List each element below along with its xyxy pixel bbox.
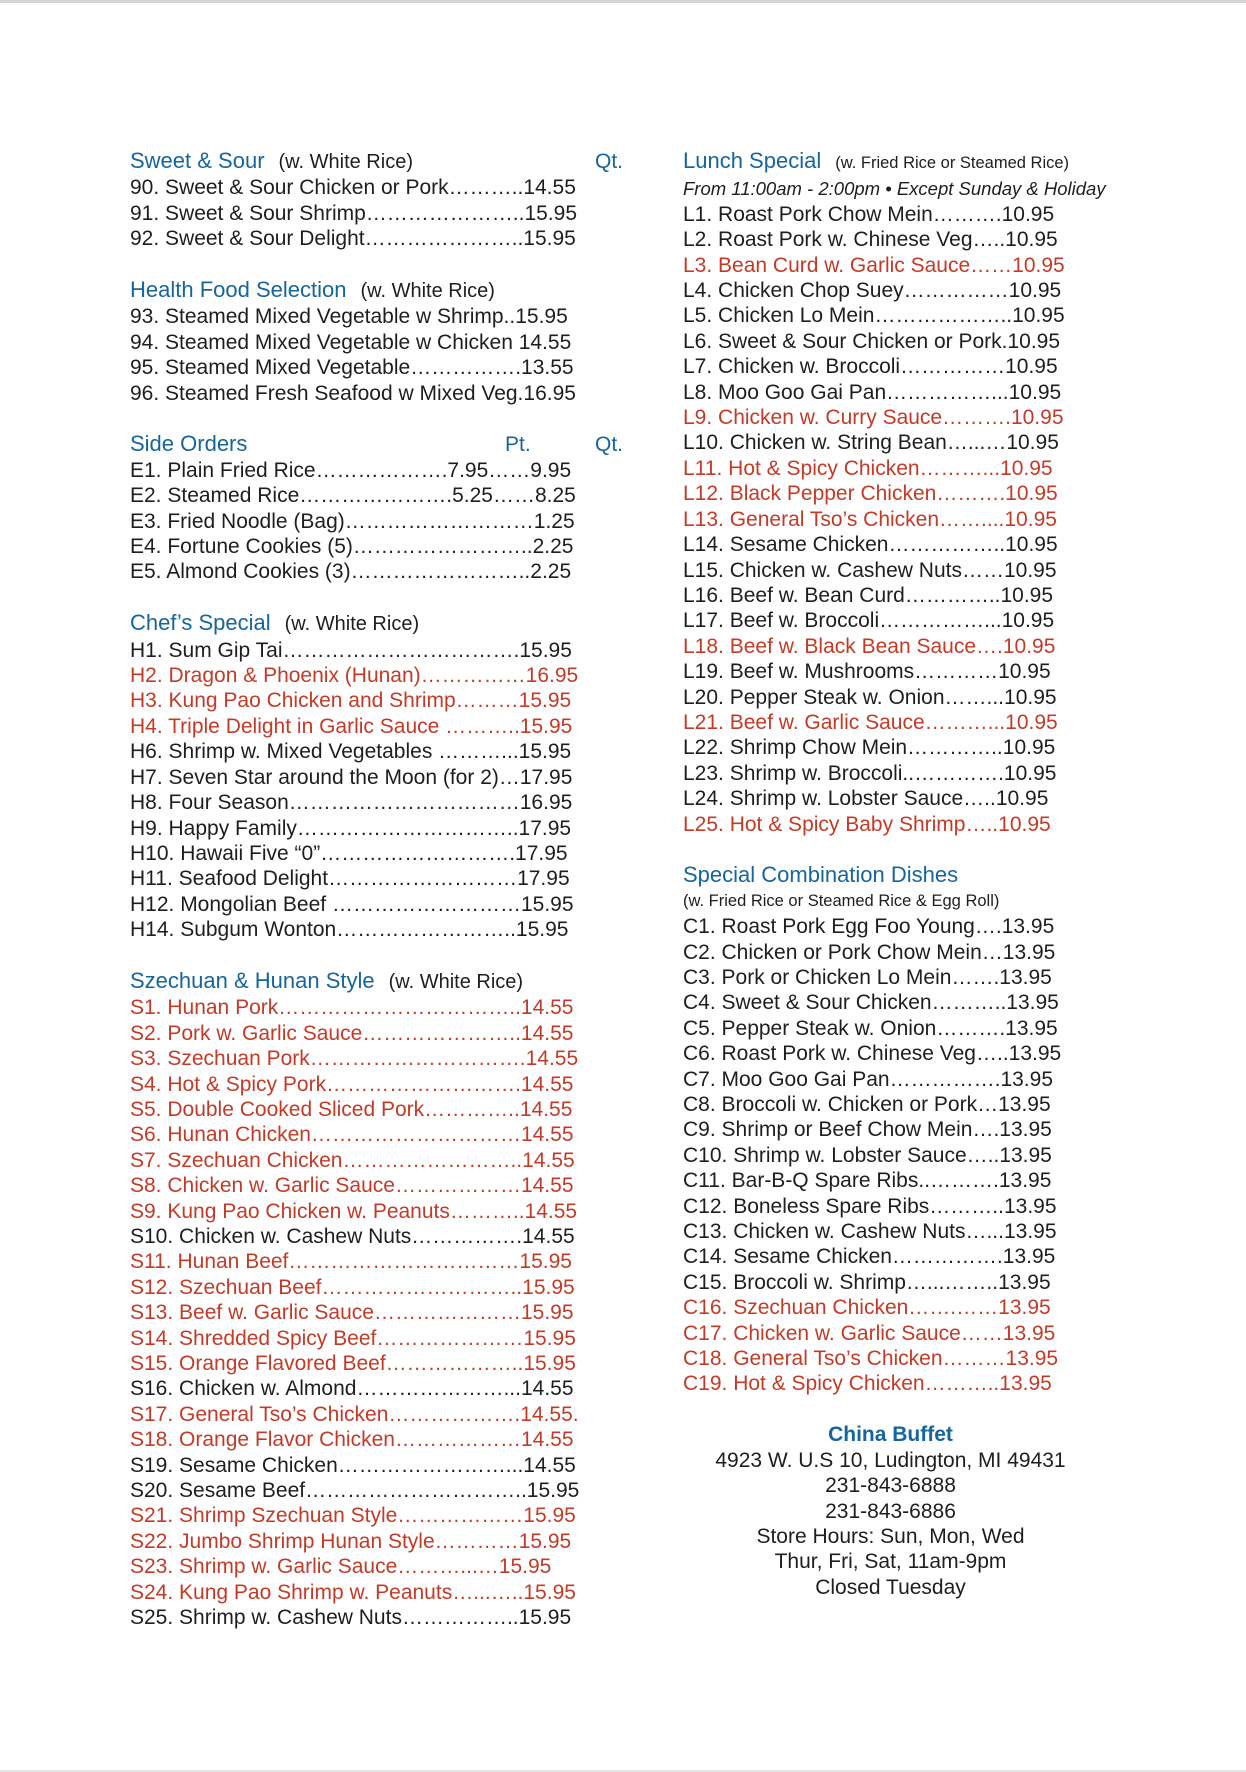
menu-item: 95. Steamed Mixed Vegetable…………….13.55	[130, 356, 574, 380]
menu-item: H11. Seafood Delight………………………17.95	[130, 867, 570, 891]
menu-item: C12. Boneless Spare Ribs………..13.95	[683, 1194, 1057, 1218]
menu-item: 91. Sweet & Sour Shrimp…………………..15.95	[130, 201, 577, 225]
menu-item: 90. Sweet & Sour Chicken or Pork………..14.55	[130, 176, 576, 200]
menu-item: L22. Shrimp Chow Mein…………..10.95	[683, 736, 1056, 760]
section-title: Lunch Special	[683, 148, 822, 173]
restaurant-info-line: Closed Tuesday	[815, 1575, 966, 1599]
left-column	[130, 148, 635, 1631]
menu-item: E3. Fried Noodle (Bag)………………………1.25	[130, 509, 575, 533]
menu-item: C8. Broccoli w. Chicken or Pork…13.95	[683, 1093, 1051, 1117]
menu-item: L18. Beef w. Black Bean Sauce….10.95	[683, 634, 1056, 658]
menu-item: H12. Mongolian Beef ………………………15.95	[130, 892, 574, 916]
menu-item: H10. Hawaii Five “0”……………………….17.95	[130, 841, 568, 865]
qt-column-label: Qt.	[595, 150, 624, 173]
menu-section	[130, 148, 635, 252]
restaurant-info-line: 231-843-6886	[825, 1499, 956, 1523]
menu-item: C18. General Tso’s Chicken………13.95	[683, 1347, 1059, 1371]
section-title: Chef’s Special	[130, 610, 271, 636]
menu-item: S21. Shrimp Szechuan Style………………15.95	[130, 1504, 576, 1528]
menu-item: C1. Roast Pork Egg Foo Young….13.95	[683, 915, 1055, 939]
menu-item: L16. Beef w. Bean Curd…………..10.95	[683, 583, 1054, 607]
restaurant-info-line: 4923 W. U.S 10, Ludington, MI 49431	[715, 1448, 1066, 1472]
section-header	[130, 610, 635, 637]
section-title: Szechuan & Hunan Style	[130, 967, 375, 993]
menu-item: L10. Chicken w. String Bean…...…10.95	[683, 431, 1059, 455]
menu-item: S11. Hunan Beef……………………………15.95	[130, 1250, 572, 1274]
menu-item: S13. Beef w. Garlic Sauce…………………15.95	[130, 1301, 574, 1325]
menu-section	[130, 431, 635, 584]
menu-item: C13. Chicken w. Cashew Nuts…...13.95	[683, 1220, 1057, 1244]
section-subtitle: From 11:00am - 2:00pm • Except Sunday & Holiday	[683, 178, 1106, 200]
menu-item: E2. Steamed Rice………………….5.25……8.25	[130, 484, 576, 508]
menu-item: L12. Black Pepper Chicken……….10.95	[683, 482, 1058, 506]
menu-item: C17. Chicken w. Garlic Sauce……13.95	[683, 1321, 1056, 1345]
menu-item: S20. Sesame Beef…………………………..15.95	[130, 1479, 580, 1503]
menu-section	[130, 968, 635, 1631]
menu-item: S4. Hot & Spicy Pork……………………….14.55	[130, 1072, 574, 1096]
restaurant-info-line: Store Hours: Sun, Mon, Wed	[756, 1524, 1025, 1548]
menu-item: H9. Happy Family…………………………..17.95	[130, 816, 572, 840]
menu-item: C16. Szechuan Chicken…….……13.95	[683, 1296, 1051, 1320]
menu-item: H14. Subgum Wonton……………………..15.95	[130, 918, 569, 942]
section-title: Sweet & Sour	[130, 148, 265, 173]
menu-item: C19. Hot & Spicy Chicken………..13.95	[683, 1372, 1052, 1396]
menu-section	[683, 148, 1106, 837]
menu-item: S1. Hunan Pork……………………………..14.55	[130, 996, 574, 1020]
menu-item: L6. Sweet & Sour Chicken or Pork.10.95	[683, 329, 1061, 353]
menu-section	[130, 610, 635, 942]
menu-item: S18. Orange Flavor Chicken………………14.55	[130, 1428, 574, 1452]
section-header	[130, 431, 635, 457]
restaurant-info	[683, 1422, 1098, 1600]
menu-item: C7. Moo Goo Gai Pan…………….13.95	[683, 1067, 1053, 1091]
section-note: (w. White Rice)	[360, 280, 495, 303]
menu-item: C14. Sesame Chicken…………….13.95	[683, 1245, 1056, 1269]
menu-item: H6. Shrimp w. Mixed Vegetables ………...15.95	[130, 740, 572, 764]
menu-item: S3. Szechuan Pork………………………….14.55	[130, 1047, 579, 1071]
menu-item: L13. General Tso’s Chicken……....10.95	[683, 507, 1057, 531]
menu-item: C10. Shrimp w. Lobster Sauce…..13.95	[683, 1143, 1052, 1167]
menu-section	[130, 277, 635, 406]
menu-item: 93. Steamed Mixed Vegetable w Shrimp..15.95	[130, 305, 568, 329]
menu-item: C15. Broccoli w. Shrimp…...……..13.95	[683, 1270, 1051, 1294]
qt-column-label: Qt.	[595, 433, 624, 457]
menu-item: L5. Chicken Lo Mein………………..10.95	[683, 304, 1065, 328]
menu-item: L9. Chicken w. Curry Sauce……….10.95	[683, 406, 1064, 430]
menu-item: S7. Szechuan Chicken……………………..14.55	[130, 1148, 575, 1172]
menu-item: S15. Orange Flavored Beef………………..15.95	[130, 1352, 576, 1376]
section-header	[683, 148, 1098, 176]
menu-item: L11. Hot & Spicy Chicken………...10.95	[683, 456, 1053, 480]
menu-item: S22. Jumbo Shrimp Hunan Style…………15.95	[130, 1529, 572, 1553]
menu-item: H2. Dragon & Phoenix (Hunan)……………16.95	[130, 664, 579, 688]
section-subtitle: (w. Fried Rice or Steamed Rice & Egg Roll)	[683, 891, 1000, 910]
restaurant-info-line: Thur, Fri, Sat, 11am-9pm	[774, 1550, 1007, 1574]
menu-item: L4. Chicken Chop Suey……………10.95	[683, 279, 1062, 303]
pt-column-label: Pt.	[505, 433, 531, 457]
menu-item: E5. Almond Cookies (3)……………………..2.25	[130, 560, 572, 584]
menu-item: S23. Shrimp w. Garlic Sauce………...…15.95	[130, 1555, 552, 1579]
menu-item: S8. Chicken w. Garlic Sauce………………14.55	[130, 1174, 574, 1198]
menu-item: C2. Chicken or Pork Chow Mein…13.95	[683, 940, 1056, 964]
menu-item: E4. Fortune Cookies (5)……………………..2.25	[130, 535, 574, 559]
section-header	[130, 277, 635, 304]
right-column	[683, 148, 1106, 1600]
menu-item: S16. Chicken w. Almond…………………...14.55	[130, 1377, 574, 1401]
section-note: (w. White Rice)	[278, 151, 413, 173]
section-header	[130, 968, 635, 995]
menu-item: L24. Shrimp w. Lobster Sauce…..10.95	[683, 787, 1049, 811]
menu-item: S17. General Tso’s Chicken……………….14.55.	[130, 1402, 579, 1426]
menu-item: S9. Kung Pao Chicken w. Peanuts………..14.55	[130, 1199, 578, 1223]
menu-item: C11. Bar-B-Q Spare Ribs..……….13.95	[683, 1169, 1052, 1193]
menu-item: H3. Kung Pao Chicken and Shrimp………15.95	[130, 689, 572, 713]
menu-item: S10. Chicken w. Cashew Nuts…………….14.55	[130, 1225, 575, 1248]
menu-item: L15. Chicken w. Cashew Nuts……10.95	[683, 558, 1057, 582]
menu-item: L14. Sesame Chicken……………..10.95	[683, 533, 1058, 557]
menu-item: S19. Sesame Chicken……………………...14.55	[130, 1453, 576, 1477]
menu-item: E1. Plain Fried Rice……………….7.95……9.95	[130, 458, 572, 482]
menu-item: S6. Hunan Chicken…………………………14.55	[130, 1123, 574, 1147]
menu-item: L23. Shrimp w. Broccoli..………….10.95	[683, 761, 1057, 785]
menu-item: L2. Roast Pork w. Chinese Veg…..10.95	[683, 228, 1058, 252]
section-header	[130, 148, 635, 175]
menu-item: S14. Shredded Spicy Beef…………………15.95	[130, 1326, 576, 1350]
menu-item: L8. Moo Goo Gai Pan……………...10.95	[683, 380, 1062, 404]
menu-item: 96. Steamed Fresh Seafood w Mixed Veg.16.95	[130, 381, 576, 405]
menu-item: S25. Shrimp w. Cashew Nuts……………..15.95	[130, 1606, 572, 1630]
menu-item: C6. Roast Pork w. Chinese Veg…..13.95	[683, 1042, 1062, 1066]
section-note: (w. Fried Rice or Steamed Rice)	[835, 154, 1070, 172]
menu-item: L20. Pepper Steak w. Onion……...10.95	[683, 685, 1057, 709]
menu-item: L7. Chicken w. Broccoli……………10.95	[683, 355, 1058, 379]
menu-item: L1. Roast Pork Chow Mein……….10.95	[683, 202, 1055, 226]
menu-section	[683, 862, 1098, 1397]
menu-item: C5. Pepper Steak w. Onion……….13.95	[683, 1016, 1058, 1040]
menu-item: C3. Pork or Chicken Lo Mein…….13.95	[683, 965, 1052, 989]
section-title: Health Food Selection	[130, 277, 347, 303]
section-title: Side Orders	[130, 431, 248, 457]
menu-item: L21. Beef w. Garlic Sauce………...10.95	[683, 710, 1058, 734]
restaurant-name: China Buffet	[828, 1423, 953, 1447]
menu-item: 92. Sweet & Sour Delight…………………..15.95	[130, 227, 576, 251]
menu-item: S2. Pork w. Garlic Sauce…………………..14.55	[130, 1021, 574, 1045]
menu-item: L25. Hot & Spicy Baby Shrimp…..10.95	[683, 812, 1051, 836]
restaurant-info-line: 231-843-6888	[825, 1474, 956, 1498]
menu-item: H7. Seven Star around the Moon (for 2)…17.95	[130, 765, 573, 789]
menu-item: L3. Bean Curd w. Garlic Sauce……10.95	[683, 253, 1065, 277]
menu-item: 94. Steamed Mixed Vegetable w Chicken 14.55	[130, 330, 572, 354]
menu-item: L17. Beef w. Broccoli……………...10.95	[683, 609, 1055, 633]
menu-item: C4. Sweet & Sour Chicken………..13.95	[683, 991, 1059, 1015]
section-title: Special Combination Dishes	[683, 862, 959, 888]
menu-item: S5. Double Cooked Sliced Pork…………..14.55	[130, 1097, 573, 1121]
menu-item: H4. Triple Delight in Garlic Sauce ………..15.95	[130, 714, 573, 738]
menu-item: H1. Sum Gip Tai…………………………….15.95	[130, 638, 572, 662]
menu-item: H8. Four Season……………………………16.95	[130, 791, 573, 815]
section-note: (w. White Rice)	[284, 613, 420, 636]
menu-item: S12. Szechuan Beef………………………..15.95	[130, 1275, 575, 1299]
section-note: (w. White Rice)	[388, 970, 524, 993]
menu-item: S24. Kung Pao Shrimp w. Peanuts…...…..15.95	[130, 1580, 576, 1604]
menu-item: C9. Shrimp or Beef Chow Mein….13.95	[683, 1118, 1052, 1142]
menu-item: L19. Beef w. Mushrooms…………10.95	[683, 660, 1051, 684]
section-header	[683, 862, 1098, 888]
